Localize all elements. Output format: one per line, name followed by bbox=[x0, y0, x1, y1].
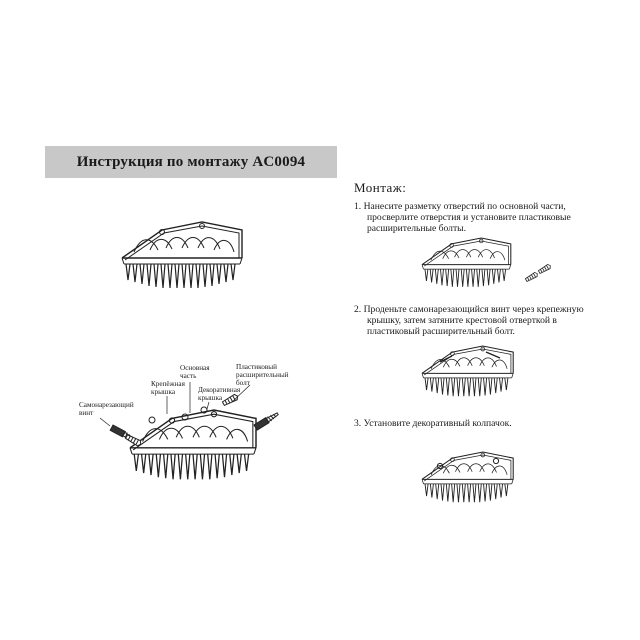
step-2-line-2: крышку, затем затяните крестовой отверткой в bbox=[367, 315, 557, 326]
anchor-icon bbox=[222, 393, 239, 406]
step-1-basket-icon bbox=[422, 238, 511, 287]
step-1-line-1: 1. Нанесите разметку отверстий по основной части, bbox=[354, 201, 566, 212]
step-3-line-1: 3. Установите декоративный колпачок. bbox=[354, 418, 512, 429]
label-mounting-cover: Крепёжная крышка bbox=[151, 380, 185, 396]
label-decorative-cover: Декоративная крышка bbox=[198, 386, 241, 402]
label-self-tapping-screw: Самонарезающий винт bbox=[79, 401, 134, 417]
anchor-icon bbox=[538, 264, 551, 275]
step-2-line-1: 2. Проденьте самонарезающийся винт через крепежную bbox=[354, 304, 584, 315]
step-1-line-3: расширительные болты. bbox=[367, 223, 466, 234]
step-2-line-3: пластиковый расширительный болт. bbox=[367, 326, 515, 337]
document-title: Инструкция по монтажу AC0094 bbox=[76, 153, 306, 170]
screw-icon bbox=[254, 411, 279, 430]
step-3-basket-icon bbox=[422, 452, 513, 502]
basket-icon bbox=[122, 222, 242, 288]
label-main-part: Основная часть bbox=[180, 364, 210, 380]
step-1-line-2: просверлите отверстия и установите пластиковые bbox=[367, 212, 571, 223]
label-plastic-anchor: Пластиковый расширительный болт bbox=[236, 363, 289, 387]
step-2-basket-icon bbox=[422, 346, 513, 396]
instructions-heading: Монтаж: bbox=[354, 180, 407, 195]
anchor-icon bbox=[525, 272, 538, 283]
